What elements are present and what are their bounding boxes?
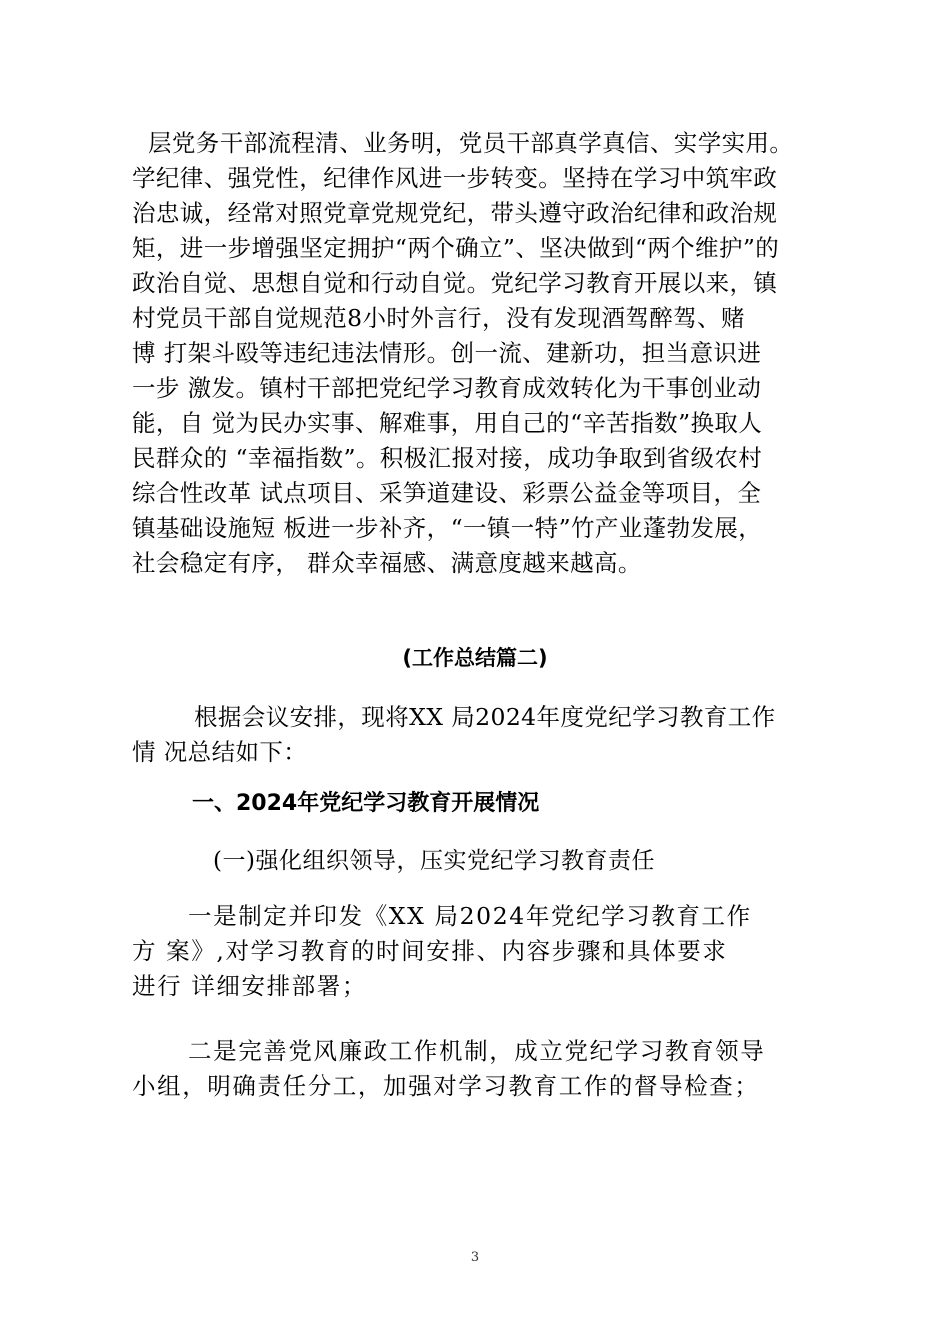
text-line: 层党务干部流程清、业务明，党员干部真学真信、实学实用。: [148, 129, 794, 157]
text-line: 镇基础设施短 板进一步补齐，“一镇一特”竹产业蓬勃发展，: [132, 514, 763, 542]
text-line: 博 打架斗殴等违纪违法情形。创一流、建新功，担当意识进: [132, 339, 762, 367]
text-line: 综合性改革 试点项目、采笋道建设、彩票公益金等项目，全: [132, 479, 762, 507]
text-line: 一是制定并印发《XX 局2024年党纪学习教育工作: [188, 902, 752, 930]
paragraph-intro: [132, 700, 812, 770]
section-title: (工作总结篇二): [402, 646, 548, 670]
heading-level-1: 一、2024年党纪学习教育开展情况: [192, 791, 540, 816]
paragraph-item-two: [132, 1034, 812, 1104]
text-line: 情 况总结如下：: [132, 738, 308, 766]
heading-level-2: (一)强化组织领导，压实党纪学习教育责任: [213, 848, 655, 874]
text-line: 方 案》,对学习教育的时间安排、内容步骤和具体要求: [132, 937, 728, 965]
text-line: 根据会议安排，现将XX 局2024年度党纪学习教育工作: [194, 703, 776, 731]
text-line: 政治自觉、思想自觉和行动自觉。党纪学习教育开展以来，镇: [132, 269, 778, 297]
page-number: 3: [470, 1250, 480, 1265]
text-line: 进行 详细安排部署；: [132, 972, 367, 1000]
text-line: 治忠诚，经常对照党章党规党纪，带头遵守政治纪律和政治规: [132, 199, 778, 227]
text-line: 矩，进一步增强坚定拥护“两个确立”、坚决做到“两个维护”的: [132, 234, 780, 262]
text-line: 社会稳定有序， 群众幸福感、满意度越来越高。: [132, 549, 642, 577]
text-line: 能，自 觉为民办实事、解难事，用自己的“辛苦指数”换取人: [132, 409, 763, 437]
text-line: 二是完善党风廉政工作机制，成立党纪学习教育领导: [188, 1037, 766, 1065]
paragraph-summary-continued: [132, 126, 812, 581]
paragraph-item-one: [132, 899, 812, 1004]
text-line: 村党员干部自觉规范8小时外言行，没有发现酒驾醉驾、赌: [132, 304, 745, 332]
text-line: 小组，明确责任分工，加强对学习教育工作的督导检查；: [132, 1072, 760, 1100]
text-line: 学纪律、强党性，纪律作风进一步转变。坚持在学习中筑牢政: [132, 164, 778, 192]
text-line: 一步 激发。镇村干部把党纪学习教育成效转化为干事创业动: [132, 374, 762, 402]
text-line: 民群众的 “幸福指数”。积极汇报对接，成功争取到省级农村: [132, 444, 763, 472]
